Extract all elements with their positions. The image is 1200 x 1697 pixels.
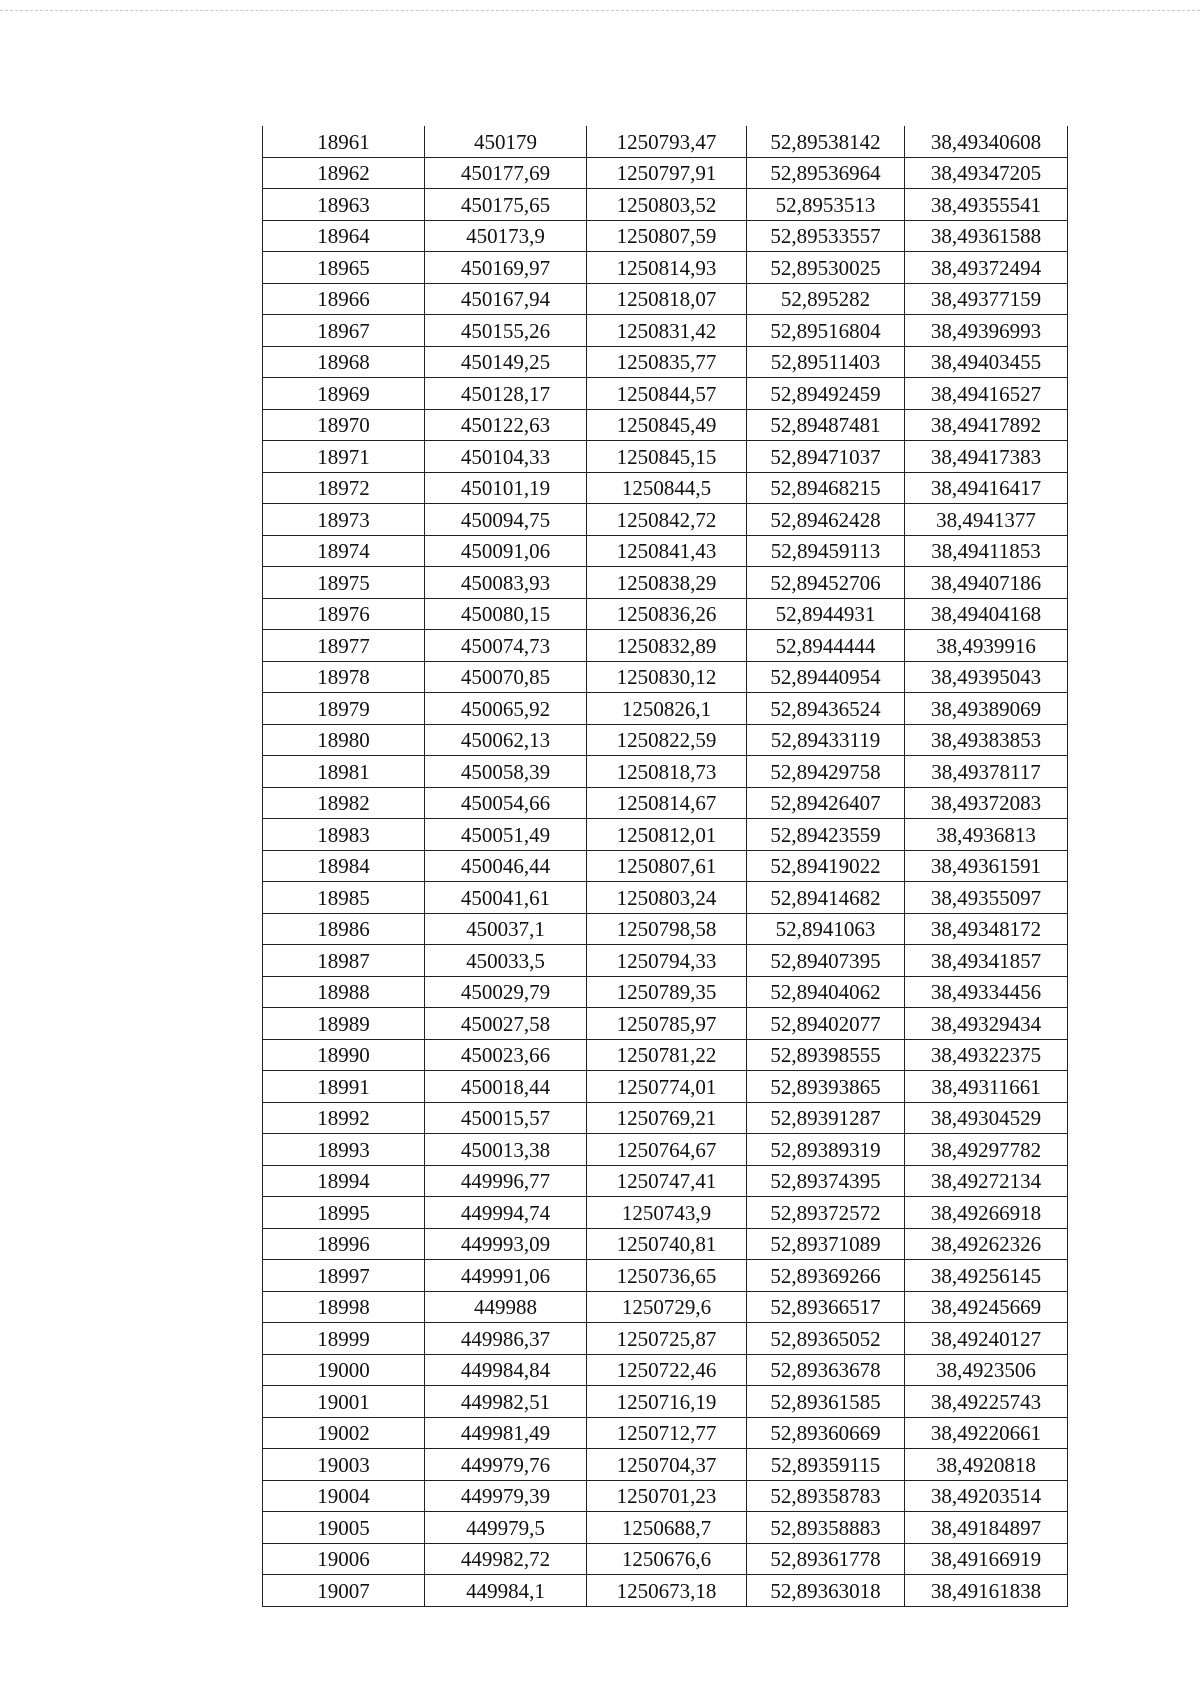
table-row	[263, 189, 1068, 221]
point-number-cell: 18991	[263, 1071, 425, 1103]
y-coordinate-cell: 1250835,77	[587, 346, 747, 378]
latitude-cell: 52,89359115	[747, 1449, 905, 1481]
x-coordinate-cell: 449986,37	[425, 1323, 587, 1355]
point-number-cell: 18965	[263, 252, 425, 284]
y-coordinate-cell: 1250747,41	[587, 1165, 747, 1197]
latitude-cell: 52,89440954	[747, 661, 905, 693]
point-number-cell: 18982	[263, 787, 425, 819]
table-row	[263, 1575, 1068, 1607]
table-row	[263, 724, 1068, 756]
longitude-cell: 38,49311661	[905, 1071, 1068, 1103]
x-coordinate-cell: 449991,06	[425, 1260, 587, 1292]
longitude-cell: 38,4920818	[905, 1449, 1068, 1481]
point-number-cell: 18989	[263, 1008, 425, 1040]
table-row	[263, 1354, 1068, 1386]
point-number-cell: 18979	[263, 693, 425, 725]
latitude-cell: 52,8944931	[747, 598, 905, 630]
x-coordinate-cell: 450029,79	[425, 976, 587, 1008]
y-coordinate-cell: 1250832,89	[587, 630, 747, 662]
table-row	[263, 1228, 1068, 1260]
latitude-cell: 52,89492459	[747, 378, 905, 410]
y-coordinate-cell: 1250814,93	[587, 252, 747, 284]
y-coordinate-cell: 1250781,22	[587, 1039, 747, 1071]
x-coordinate-cell: 450173,9	[425, 220, 587, 252]
x-coordinate-cell: 450149,25	[425, 346, 587, 378]
y-coordinate-cell: 1250803,24	[587, 882, 747, 914]
latitude-cell: 52,89423559	[747, 819, 905, 851]
point-number-cell: 19007	[263, 1575, 425, 1607]
x-coordinate-cell: 449994,74	[425, 1197, 587, 1229]
table-row	[263, 504, 1068, 536]
table-row	[263, 472, 1068, 504]
y-coordinate-cell: 1250769,21	[587, 1102, 747, 1134]
y-coordinate-cell: 1250764,67	[587, 1134, 747, 1166]
longitude-cell: 38,49417892	[905, 409, 1068, 441]
latitude-cell: 52,89363018	[747, 1575, 905, 1607]
table-row	[263, 535, 1068, 567]
latitude-cell: 52,89436524	[747, 693, 905, 725]
y-coordinate-cell: 1250807,59	[587, 220, 747, 252]
point-number-cell: 18968	[263, 346, 425, 378]
y-coordinate-cell: 1250740,81	[587, 1228, 747, 1260]
point-number-cell: 18978	[263, 661, 425, 693]
x-coordinate-cell: 450023,66	[425, 1039, 587, 1071]
latitude-cell: 52,89516804	[747, 315, 905, 347]
longitude-cell: 38,49417383	[905, 441, 1068, 473]
x-coordinate-cell: 450091,06	[425, 535, 587, 567]
x-coordinate-cell: 449979,39	[425, 1480, 587, 1512]
latitude-cell: 52,89358883	[747, 1512, 905, 1544]
longitude-cell: 38,49161838	[905, 1575, 1068, 1607]
coordinates-table-body	[263, 126, 1068, 1606]
table-row	[263, 1071, 1068, 1103]
table-row	[263, 1008, 1068, 1040]
y-coordinate-cell: 1250841,43	[587, 535, 747, 567]
point-number-cell: 18964	[263, 220, 425, 252]
point-number-cell: 18984	[263, 850, 425, 882]
table-row	[263, 1480, 1068, 1512]
latitude-cell: 52,89419022	[747, 850, 905, 882]
table-row	[263, 630, 1068, 662]
latitude-cell: 52,89429758	[747, 756, 905, 788]
longitude-cell: 38,49341857	[905, 945, 1068, 977]
y-coordinate-cell: 1250716,19	[587, 1386, 747, 1418]
y-coordinate-cell: 1250794,33	[587, 945, 747, 977]
y-coordinate-cell: 1250807,61	[587, 850, 747, 882]
longitude-cell: 38,49220661	[905, 1417, 1068, 1449]
x-coordinate-cell: 450070,85	[425, 661, 587, 693]
y-coordinate-cell: 1250798,58	[587, 913, 747, 945]
y-coordinate-cell: 1250673,18	[587, 1575, 747, 1607]
longitude-cell: 38,49225743	[905, 1386, 1068, 1418]
latitude-cell: 52,8944444	[747, 630, 905, 662]
point-number-cell: 19006	[263, 1543, 425, 1575]
table-row	[263, 1165, 1068, 1197]
scan-edge-line	[0, 10, 1200, 11]
x-coordinate-cell: 450094,75	[425, 504, 587, 536]
x-coordinate-cell: 450169,97	[425, 252, 587, 284]
latitude-cell: 52,89365052	[747, 1323, 905, 1355]
longitude-cell: 38,49389069	[905, 693, 1068, 725]
latitude-cell: 52,8941063	[747, 913, 905, 945]
latitude-cell: 52,89391287	[747, 1102, 905, 1134]
x-coordinate-cell: 450054,66	[425, 787, 587, 819]
y-coordinate-cell: 1250797,91	[587, 157, 747, 189]
point-number-cell: 18996	[263, 1228, 425, 1260]
y-coordinate-cell: 1250722,46	[587, 1354, 747, 1386]
table-row	[263, 409, 1068, 441]
longitude-cell: 38,49348172	[905, 913, 1068, 945]
point-number-cell: 18992	[263, 1102, 425, 1134]
longitude-cell: 38,49416417	[905, 472, 1068, 504]
longitude-cell: 38,4936813	[905, 819, 1068, 851]
table-row	[263, 976, 1068, 1008]
point-number-cell: 18980	[263, 724, 425, 756]
x-coordinate-cell: 450179	[425, 126, 587, 157]
point-number-cell: 19000	[263, 1354, 425, 1386]
y-coordinate-cell: 1250712,77	[587, 1417, 747, 1449]
y-coordinate-cell: 1250838,29	[587, 567, 747, 599]
longitude-cell: 38,49395043	[905, 661, 1068, 693]
longitude-cell: 38,49203514	[905, 1480, 1068, 1512]
point-number-cell: 18990	[263, 1039, 425, 1071]
table-row	[263, 913, 1068, 945]
latitude-cell: 52,89468215	[747, 472, 905, 504]
x-coordinate-cell: 449988	[425, 1291, 587, 1323]
longitude-cell: 38,49372494	[905, 252, 1068, 284]
x-coordinate-cell: 449996,77	[425, 1165, 587, 1197]
point-number-cell: 18971	[263, 441, 425, 473]
latitude-cell: 52,89374395	[747, 1165, 905, 1197]
longitude-cell: 38,49272134	[905, 1165, 1068, 1197]
y-coordinate-cell: 1250844,57	[587, 378, 747, 410]
x-coordinate-cell: 450101,19	[425, 472, 587, 504]
point-number-cell: 18995	[263, 1197, 425, 1229]
x-coordinate-cell: 449984,1	[425, 1575, 587, 1607]
point-number-cell: 18976	[263, 598, 425, 630]
table-row	[263, 252, 1068, 284]
table-row	[263, 756, 1068, 788]
longitude-cell: 38,49404168	[905, 598, 1068, 630]
x-coordinate-cell: 450155,26	[425, 315, 587, 347]
y-coordinate-cell: 1250812,01	[587, 819, 747, 851]
y-coordinate-cell: 1250836,26	[587, 598, 747, 630]
x-coordinate-cell: 450122,63	[425, 409, 587, 441]
point-number-cell: 18974	[263, 535, 425, 567]
table-row	[263, 346, 1068, 378]
latitude-cell: 52,89358783	[747, 1480, 905, 1512]
table-row	[263, 1417, 1068, 1449]
x-coordinate-cell: 450104,33	[425, 441, 587, 473]
latitude-cell: 52,89536964	[747, 157, 905, 189]
latitude-cell: 52,895282	[747, 283, 905, 315]
x-coordinate-cell: 449981,49	[425, 1417, 587, 1449]
point-number-cell: 19002	[263, 1417, 425, 1449]
x-coordinate-cell: 450018,44	[425, 1071, 587, 1103]
table-row	[263, 220, 1068, 252]
longitude-cell: 38,49340608	[905, 126, 1068, 157]
longitude-cell: 38,49407186	[905, 567, 1068, 599]
x-coordinate-cell: 449979,5	[425, 1512, 587, 1544]
x-coordinate-cell: 450046,44	[425, 850, 587, 882]
y-coordinate-cell: 1250845,49	[587, 409, 747, 441]
y-coordinate-cell: 1250688,7	[587, 1512, 747, 1544]
table-row	[263, 1512, 1068, 1544]
y-coordinate-cell: 1250818,73	[587, 756, 747, 788]
x-coordinate-cell: 450015,57	[425, 1102, 587, 1134]
y-coordinate-cell: 1250743,9	[587, 1197, 747, 1229]
longitude-cell: 38,49355097	[905, 882, 1068, 914]
table-row	[263, 1543, 1068, 1575]
y-coordinate-cell: 1250842,72	[587, 504, 747, 536]
table-row	[263, 598, 1068, 630]
latitude-cell: 52,89426407	[747, 787, 905, 819]
x-coordinate-cell: 450083,93	[425, 567, 587, 599]
x-coordinate-cell: 449982,51	[425, 1386, 587, 1418]
x-coordinate-cell: 449984,84	[425, 1354, 587, 1386]
x-coordinate-cell: 450051,49	[425, 819, 587, 851]
latitude-cell: 52,89361778	[747, 1543, 905, 1575]
longitude-cell: 38,49411853	[905, 535, 1068, 567]
y-coordinate-cell: 1250789,35	[587, 976, 747, 1008]
longitude-cell: 38,49355541	[905, 189, 1068, 221]
point-number-cell: 18994	[263, 1165, 425, 1197]
latitude-cell: 52,89366517	[747, 1291, 905, 1323]
latitude-cell: 52,89363678	[747, 1354, 905, 1386]
y-coordinate-cell: 1250729,6	[587, 1291, 747, 1323]
table-row	[263, 1260, 1068, 1292]
table-row	[263, 945, 1068, 977]
table-row	[263, 157, 1068, 189]
table-row	[263, 378, 1068, 410]
longitude-cell: 38,49329434	[905, 1008, 1068, 1040]
y-coordinate-cell: 1250701,23	[587, 1480, 747, 1512]
longitude-cell: 38,49166919	[905, 1543, 1068, 1575]
point-number-cell: 18988	[263, 976, 425, 1008]
latitude-cell: 52,89393865	[747, 1071, 905, 1103]
x-coordinate-cell: 450033,5	[425, 945, 587, 977]
point-number-cell: 18986	[263, 913, 425, 945]
point-number-cell: 18973	[263, 504, 425, 536]
y-coordinate-cell: 1250793,47	[587, 126, 747, 157]
point-number-cell: 18993	[263, 1134, 425, 1166]
coordinates-table	[262, 126, 1068, 1607]
table-row	[263, 567, 1068, 599]
x-coordinate-cell: 450013,38	[425, 1134, 587, 1166]
longitude-cell: 38,49266918	[905, 1197, 1068, 1229]
y-coordinate-cell: 1250725,87	[587, 1323, 747, 1355]
point-number-cell: 19005	[263, 1512, 425, 1544]
latitude-cell: 52,89511403	[747, 346, 905, 378]
table-row	[263, 315, 1068, 347]
point-number-cell: 18972	[263, 472, 425, 504]
x-coordinate-cell: 450128,17	[425, 378, 587, 410]
longitude-cell: 38,49361591	[905, 850, 1068, 882]
longitude-cell: 38,49403455	[905, 346, 1068, 378]
longitude-cell: 38,49377159	[905, 283, 1068, 315]
y-coordinate-cell: 1250736,65	[587, 1260, 747, 1292]
latitude-cell: 52,89433119	[747, 724, 905, 756]
longitude-cell: 38,49304529	[905, 1102, 1068, 1134]
x-coordinate-cell: 449993,09	[425, 1228, 587, 1260]
point-number-cell: 18970	[263, 409, 425, 441]
y-coordinate-cell: 1250826,1	[587, 693, 747, 725]
latitude-cell: 52,89462428	[747, 504, 905, 536]
longitude-cell: 38,49416527	[905, 378, 1068, 410]
table-row	[263, 126, 1068, 157]
table-row	[263, 1102, 1068, 1134]
point-number-cell: 18963	[263, 189, 425, 221]
point-number-cell: 18977	[263, 630, 425, 662]
table-row	[263, 661, 1068, 693]
table-row	[263, 1449, 1068, 1481]
x-coordinate-cell: 450175,65	[425, 189, 587, 221]
longitude-cell: 38,49297782	[905, 1134, 1068, 1166]
longitude-cell: 38,49372083	[905, 787, 1068, 819]
longitude-cell: 38,49334456	[905, 976, 1068, 1008]
point-number-cell: 19001	[263, 1386, 425, 1418]
latitude-cell: 52,89360669	[747, 1417, 905, 1449]
longitude-cell: 38,49347205	[905, 157, 1068, 189]
x-coordinate-cell: 450074,73	[425, 630, 587, 662]
table-row	[263, 1039, 1068, 1071]
latitude-cell: 52,89452706	[747, 567, 905, 599]
longitude-cell: 38,49240127	[905, 1323, 1068, 1355]
table-row	[263, 1291, 1068, 1323]
point-number-cell: 18983	[263, 819, 425, 851]
point-number-cell: 18999	[263, 1323, 425, 1355]
point-number-cell: 18967	[263, 315, 425, 347]
table-row	[263, 787, 1068, 819]
x-coordinate-cell: 450058,39	[425, 756, 587, 788]
point-number-cell: 18998	[263, 1291, 425, 1323]
latitude-cell: 52,89459113	[747, 535, 905, 567]
y-coordinate-cell: 1250844,5	[587, 472, 747, 504]
point-number-cell: 18969	[263, 378, 425, 410]
latitude-cell: 52,89398555	[747, 1039, 905, 1071]
point-number-cell: 19003	[263, 1449, 425, 1481]
point-number-cell: 18981	[263, 756, 425, 788]
latitude-cell: 52,89407395	[747, 945, 905, 977]
point-number-cell: 18962	[263, 157, 425, 189]
x-coordinate-cell: 450037,1	[425, 913, 587, 945]
longitude-cell: 38,49256145	[905, 1260, 1068, 1292]
point-number-cell: 18997	[263, 1260, 425, 1292]
point-number-cell: 18985	[263, 882, 425, 914]
latitude-cell: 52,8953513	[747, 189, 905, 221]
point-number-cell: 18961	[263, 126, 425, 157]
latitude-cell: 52,89471037	[747, 441, 905, 473]
longitude-cell: 38,49383853	[905, 724, 1068, 756]
point-number-cell: 18975	[263, 567, 425, 599]
longitude-cell: 38,49322375	[905, 1039, 1068, 1071]
latitude-cell: 52,89371089	[747, 1228, 905, 1260]
longitude-cell: 38,49184897	[905, 1512, 1068, 1544]
longitude-cell: 38,49361588	[905, 220, 1068, 252]
x-coordinate-cell: 450062,13	[425, 724, 587, 756]
longitude-cell: 38,49262326	[905, 1228, 1068, 1260]
table-row	[263, 882, 1068, 914]
longitude-cell: 38,49378117	[905, 756, 1068, 788]
latitude-cell: 52,89414682	[747, 882, 905, 914]
latitude-cell: 52,89530025	[747, 252, 905, 284]
x-coordinate-cell: 449982,72	[425, 1543, 587, 1575]
latitude-cell: 52,89538142	[747, 126, 905, 157]
latitude-cell: 52,89404062	[747, 976, 905, 1008]
document-page	[262, 126, 1067, 1607]
y-coordinate-cell: 1250704,37	[587, 1449, 747, 1481]
y-coordinate-cell: 1250845,15	[587, 441, 747, 473]
y-coordinate-cell: 1250830,12	[587, 661, 747, 693]
latitude-cell: 52,89533557	[747, 220, 905, 252]
longitude-cell: 38,49245669	[905, 1291, 1068, 1323]
y-coordinate-cell: 1250814,67	[587, 787, 747, 819]
y-coordinate-cell: 1250676,6	[587, 1543, 747, 1575]
table-row	[263, 819, 1068, 851]
table-row	[263, 441, 1068, 473]
y-coordinate-cell: 1250831,42	[587, 315, 747, 347]
point-number-cell: 18966	[263, 283, 425, 315]
table-row	[263, 1386, 1068, 1418]
y-coordinate-cell: 1250785,97	[587, 1008, 747, 1040]
x-coordinate-cell: 450080,15	[425, 598, 587, 630]
longitude-cell: 38,4941377	[905, 504, 1068, 536]
table-row	[263, 1323, 1068, 1355]
latitude-cell: 52,89389319	[747, 1134, 905, 1166]
latitude-cell: 52,89487481	[747, 409, 905, 441]
x-coordinate-cell: 450065,92	[425, 693, 587, 725]
y-coordinate-cell: 1250774,01	[587, 1071, 747, 1103]
longitude-cell: 38,4923506	[905, 1354, 1068, 1386]
table-row	[263, 1197, 1068, 1229]
longitude-cell: 38,49396993	[905, 315, 1068, 347]
y-coordinate-cell: 1250822,59	[587, 724, 747, 756]
latitude-cell: 52,89402077	[747, 1008, 905, 1040]
table-row	[263, 850, 1068, 882]
table-row	[263, 693, 1068, 725]
latitude-cell: 52,89369266	[747, 1260, 905, 1292]
x-coordinate-cell: 450041,61	[425, 882, 587, 914]
x-coordinate-cell: 450177,69	[425, 157, 587, 189]
table-row	[263, 1134, 1068, 1166]
y-coordinate-cell: 1250803,52	[587, 189, 747, 221]
longitude-cell: 38,4939916	[905, 630, 1068, 662]
latitude-cell: 52,89372572	[747, 1197, 905, 1229]
point-number-cell: 19004	[263, 1480, 425, 1512]
x-coordinate-cell: 450027,58	[425, 1008, 587, 1040]
x-coordinate-cell: 449979,76	[425, 1449, 587, 1481]
latitude-cell: 52,89361585	[747, 1386, 905, 1418]
y-coordinate-cell: 1250818,07	[587, 283, 747, 315]
table-row	[263, 283, 1068, 315]
x-coordinate-cell: 450167,94	[425, 283, 587, 315]
point-number-cell: 18987	[263, 945, 425, 977]
